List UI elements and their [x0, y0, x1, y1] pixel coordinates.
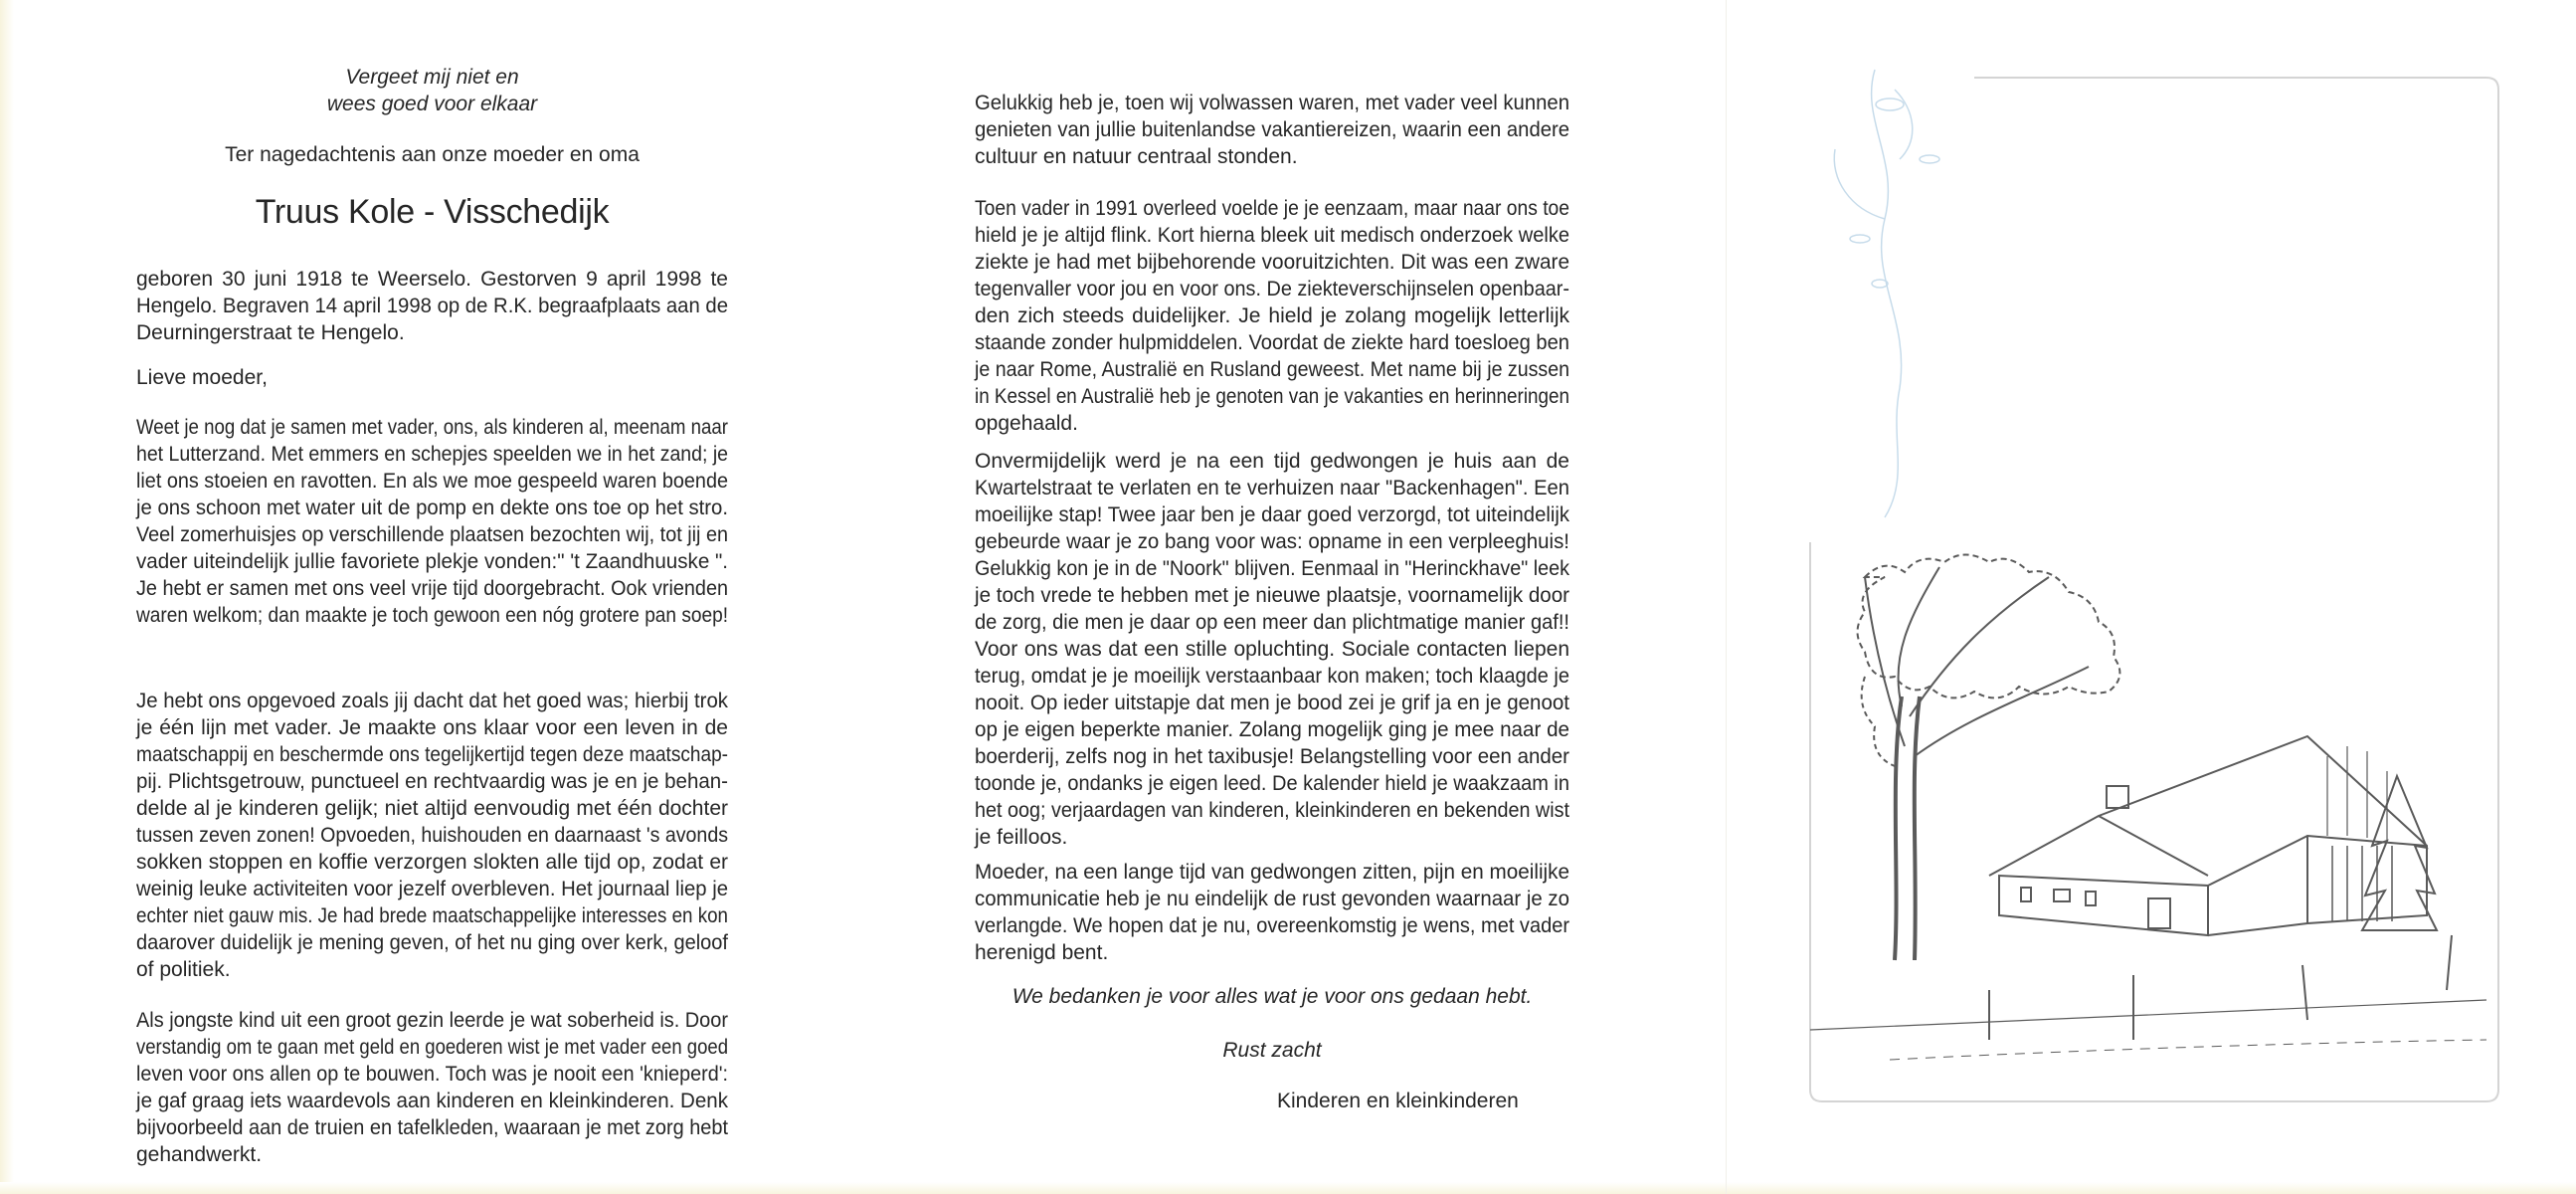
- dedication: Ter nagedachtenis aan onze moeder en oma: [225, 143, 640, 166]
- text-line: sokken stoppen en koffie verzorgen slokten alle tijd op, zodat er: [136, 851, 728, 874]
- paragraph: [136, 414, 728, 629]
- text-line: je ons schoon met water uit de pomp en dekte ons toe op het stro.: [136, 497, 728, 519]
- text-line: Toen vader in 1991 overleed voelde je je eenzaam, maar naar ons toe: [975, 197, 1569, 220]
- text-line: Hengelo. Begraven 14 april 1998 op de R.K. begraafplaats aan de: [136, 295, 728, 317]
- signature: Kinderen en kleinkinderen: [1277, 1090, 1519, 1112]
- text-line: geboren 30 juni 1918 te Weerselo. Gestorven 9 april 1998 te: [136, 268, 728, 291]
- text-line: tussen zeven zonen! Opvoeden, huishouden en daarnaast 's avonds: [136, 824, 728, 847]
- text-line: nooit. Op ieder uitstapje dat men je bood zei je grif ja en je genoot: [975, 692, 1569, 714]
- farmhouse-sketch: [1810, 555, 2486, 1061]
- fir-tree-drawing: [2362, 776, 2437, 930]
- text-line: waren welkom; dan maakte je toch gewoon een nóg grotere pan soep!: [136, 604, 728, 627]
- text-line: toonde je, ondanks je eigen leed. De kalender hield je waakzaam in: [975, 772, 1569, 795]
- text-line: weinig leuke activiteiten voor jezelf overbleven. Het journaal liep je: [136, 878, 728, 900]
- text-line: het Lutterzand. Met emmers en schepjes speelden we in het zand; je: [136, 443, 728, 466]
- text-line: leven voor ons allen op te bouwen. Toch was je nooit een 'knieperd':: [136, 1063, 728, 1086]
- barn-drawing: [1989, 736, 2427, 935]
- text-line: verlangde. We hopen dat je nu, overeenkomstig je wens, met vader: [975, 914, 1569, 937]
- paper-edge-left: [0, 0, 14, 1194]
- text-line: Je hebt ons opgevoed zoals jij dacht dat het goed was; hierbij trok: [136, 690, 728, 712]
- text-line: Deurningerstraat te Hengelo.: [136, 321, 405, 344]
- text-line: tegenvaller voor jou en voor ons. De ziekteverschijnselen openbaar-: [975, 278, 1569, 300]
- text-line: bijvoorbeeld aan de truien en tafelkleden, waaraan je met zorg hebt: [136, 1116, 728, 1139]
- text-line: den zich steeds duidelijker. Je hield je zolang mogelijk letterlijk: [975, 304, 1569, 327]
- text-line: echter niet gauw mis. Je had brede maatschappelijke interesses en kon: [136, 904, 728, 927]
- text-line: Gelukkig heb je, toen wij volwassen waren, met vader veel kunnen: [975, 92, 1569, 114]
- text-line: Voor ons was dat een stille opluchting. Sociale contacten liepen: [975, 638, 1569, 661]
- text-line: maatschappij en beschermde ons tegelijkertijd tegen deze maatschap-: [136, 743, 728, 766]
- text-line: je één lijn met vader. Je maakte ons klaar voor een leven in de: [136, 716, 728, 739]
- text-line: Als jongste kind uit een groot gezin leerde je wat soberheid is. Door: [136, 1009, 728, 1032]
- paragraph: [136, 364, 728, 391]
- text-line: daarover duidelijk je mening geven, of het nu ging over kerk, geloof: [136, 931, 728, 954]
- text-line: Je hebt er samen met ons veel vrije tijd doorgebracht. Ook vrienden: [136, 577, 728, 600]
- text-line: je feilloos.: [975, 826, 1068, 849]
- text-line: Lieve moeder,: [136, 366, 268, 389]
- text-line: herenigd bent.: [975, 941, 1109, 964]
- text-line: of politiek.: [136, 958, 231, 981]
- text-line: moeilijke stap! Twee jaar ben je daar goed verzorgd, tot uiteindelijk: [975, 503, 1569, 526]
- text-line: Onvermijdelijk werd je na een tijd gedwongen je huis aan de: [975, 450, 1569, 473]
- text-line: staande zonder hulpmiddelen. Voordat de ziekte hard toesloeg ben: [975, 331, 1569, 354]
- text-line: pij. Plichtsgetrouw, punctueel en rechtvaardig was je en je behan-: [136, 770, 728, 793]
- text-line: in Kessel en Australië heb je genoten van je vakanties en herinneringen: [975, 385, 1569, 408]
- flower-watermark: [1834, 70, 1939, 517]
- paragraph: [136, 266, 728, 346]
- text-line: gebeurde waar je zo bang voor was: opname in een verpleeghuis!: [975, 530, 1569, 553]
- page-fold: [1726, 0, 1727, 1194]
- text-line: op je eigen beperkte manier. Zolang mogelijk ging je mee naar de: [975, 718, 1569, 741]
- thanks-line: We bedanken je voor alles wat je voor ons gedaan hebt.: [1012, 985, 1533, 1008]
- text-line: verstandig om te gaan met geld en goederen wist je met vader een goed: [136, 1036, 728, 1059]
- paragraph: [975, 448, 1569, 851]
- text-line: Moeder, na een lange tijd van gedwongen zitten, pijn en moeilijke: [975, 861, 1569, 884]
- text-line: je gaf graag iets waardevols aan kinderen en kleinkinderen. Denk: [136, 1090, 728, 1112]
- paragraph: [975, 195, 1569, 437]
- fence-drawing: [1810, 935, 2486, 1060]
- text-line: ziekte je had met bijbehorende vooruitzichten. Dit was een zware: [975, 251, 1569, 274]
- paragraph: [136, 1007, 728, 1168]
- text-line: communicatie heb je nu eindelijk de rust gevonden waarnaar je zo: [975, 888, 1569, 910]
- text-line: hield je je altijd flink. Kort hierna bleek uit medisch onderzoek welke: [975, 224, 1569, 247]
- rest-in-peace: Rust zacht: [1222, 1039, 1322, 1062]
- text-line: het oog; verjaardagen van kinderen, kleinkinderen en bekenden wist: [975, 799, 1569, 822]
- text-line: Gelukkig kon je in de "Noork" blijven. Eenmaal in "Herinckhave" leek: [975, 557, 1569, 580]
- text-line: gehandwerkt.: [136, 1143, 263, 1166]
- text-line: de zorg, die men je daar op een meer dan plichtmatige manier gaf!!: [975, 611, 1569, 634]
- paper-edge-bottom: [0, 1182, 2576, 1194]
- text-line: Kwartelstraat te verlaten en te verhuizen naar "Backenhagen". Een: [975, 477, 1569, 499]
- text-line: je naar Rome, Australië en Rusland geweest. Met name bij je zussen: [975, 358, 1569, 381]
- motto-line: wees goed voor elkaar: [326, 93, 538, 115]
- text-line: liet ons stoeien en ravotten. En als we moe gespeeld waren boende: [136, 470, 728, 493]
- text-line: terug, omdat je je moeilijk verstaanbaar kon maken; toch klaagde je: [975, 665, 1569, 688]
- text-line: delde al je kinderen gelijk; niet altijd eenvoudig met één dochter: [136, 797, 728, 820]
- text-line: opgehaald.: [975, 412, 1078, 435]
- text-line: je toch vrede te hebben met je nieuwe plaatsje, voornamelijk door: [975, 584, 1569, 607]
- text-line: Veel zomerhuisjes op verschillende plaatsen bezochten wij, tot jij en: [136, 523, 728, 546]
- tree-drawing: [1858, 555, 2120, 961]
- paragraph: [975, 90, 1569, 170]
- paragraph: [136, 688, 728, 983]
- paragraph: [975, 859, 1569, 966]
- motto: [136, 64, 728, 117]
- text-line: cultuur en natuur centraal stonden.: [975, 145, 1298, 168]
- text-line: Weet je nog dat je samen met vader, ons, als kinderen al, meenam naar: [136, 416, 728, 439]
- deceased-name: Truus Kole - Visschedijk: [255, 193, 610, 231]
- text-line: vader uiteindelijk jullie favoriete plekje vonden:" 't Zaandhuuske ".: [136, 550, 728, 573]
- motto-line: Vergeet mij niet en: [345, 66, 519, 89]
- card-artwork: [1790, 60, 2526, 1114]
- text-line: boerderij, zelfs nog in het taxibusje! Belangstelling voor een ander: [975, 745, 1569, 768]
- text-line: genieten van jullie buitenlandse vakantiereizen, waarin een andere: [975, 118, 1569, 141]
